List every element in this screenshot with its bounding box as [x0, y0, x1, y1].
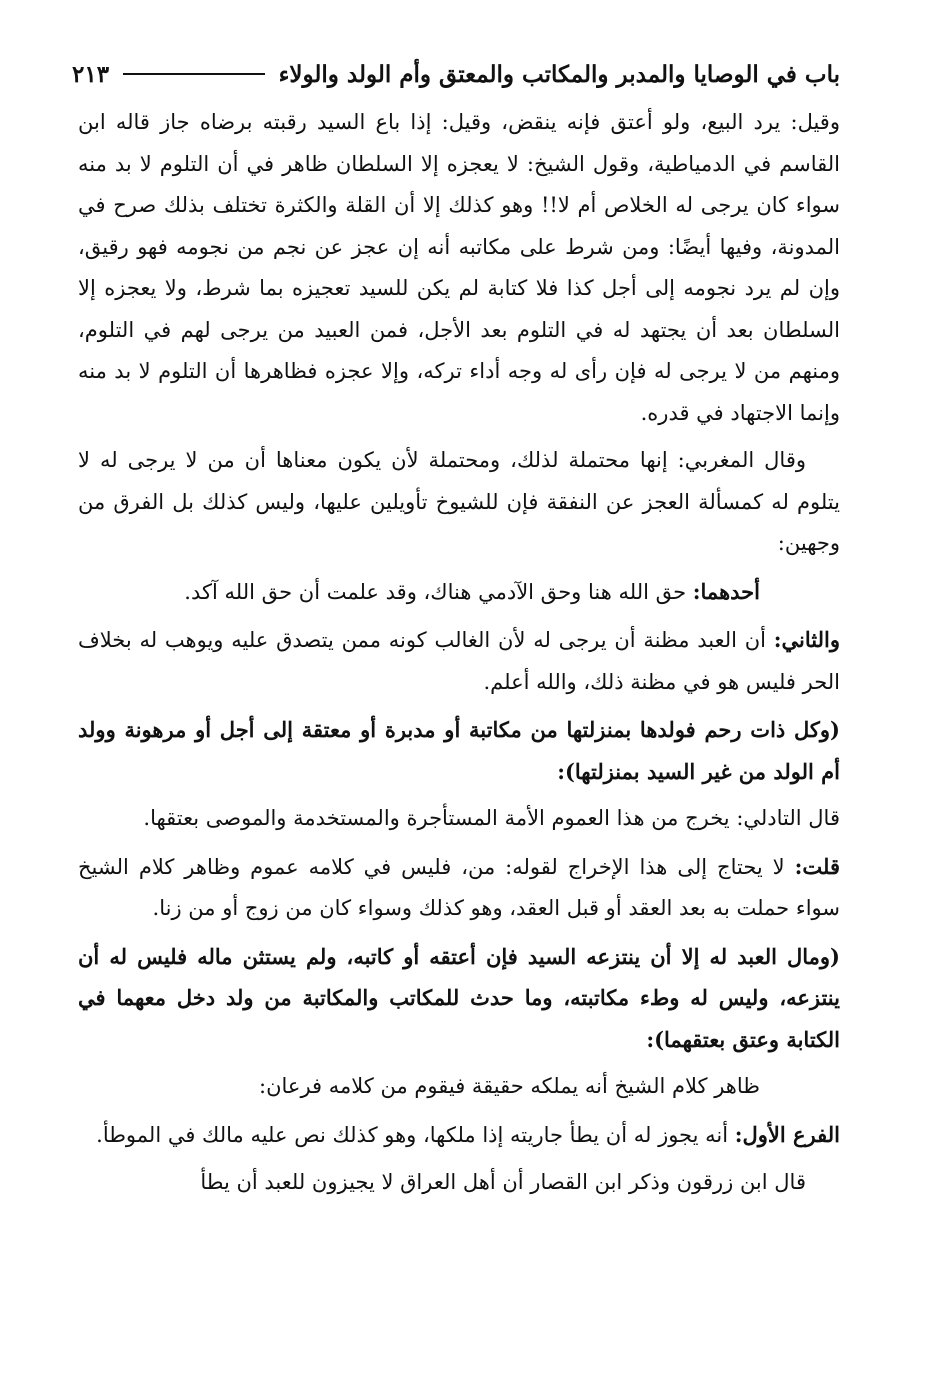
- body-text: [78, 102, 840, 1210]
- paragraph-qultu: [78, 846, 840, 930]
- first-branch-text: أنه يجوز له أن يطأ جاريته إذا ملكها، وهو كذلك نص عليه مالك في الموطأ.: [96, 1122, 735, 1147]
- paragraph-first-branch: [78, 1114, 840, 1157]
- first-branch-lead: الفرع الأول:: [734, 1121, 840, 1147]
- paragraph-tadili: قال التادلي: يخرج من هذا العموم الأمة المستأجرة والمستخدمة والموصى بعتقها.: [143, 806, 840, 830]
- paragraph-continuation: وقيل: يرد البيع، ولو أعتق فإنه ينقض، وقيل: إذا باع السيد رقبته برضاه جاز قاله ابن القاسم في الدمياطية، وقول الشيخ: لا يعجزه إلا السلطان ظاهر في أن التلوم لا بد منه سواء كان يرجى له الخلاص أم لا!! وهو كذلك إلا أن القلة والكثرة تختلف بذلك صرح في المدونة، وفيها أيضًا: ومن شرط على مكاتبه أنه إن عجز عن نجم من نجومه فهو رقيق، وإن لم يرد نجومه إلى أجل كذا فلا كتابة لم يكن للسيد تعجيزه بما شرط، ولا يعجزه إلا السلطان بعد أن يجتهد له في التلوم بعد الأجل، فمن العبيد من يرجى لهم في التلوم، ومنهم من لا يرجى له فإن رأى له وجه أداء تركه، وإلا عجزه فظاهرها أن التلوم لا بد منه وإنما الاجتهاد في قدره.: [78, 110, 840, 425]
- paragraph-maghribi: وقال المغربي: إنها محتملة لذلك، ومحتملة لأن يكون معناها أن من لا يرجى له لا يتلوم له كمسألة العجز عن النفقة فإن للشيوخ تأويلين عليها، وليس كذلك بل الفرق من وجهين:: [78, 448, 840, 555]
- page-header: [72, 48, 840, 100]
- paragraph-first-point: [78, 571, 840, 614]
- matn-mal-al-abd: (ومال العبد له إلا أن ينتزعه السيد فإن أعتقه أو كاتبه، ولم يستثن ماله فليس له أن ينتزعه، وليس له وطء مكاتبته، وما حدث للمكاتب والمكاتبة من ولد دخل معهما في الكتابة وعتق بعتقهما):: [78, 943, 840, 1052]
- second-point-lead: والثاني:: [773, 627, 840, 652]
- first-point-lead: أحدهما:: [692, 578, 760, 604]
- paragraph-far-an: ظاهر كلام الشيخ أنه يملكه حقيقة فيقوم من كلامه فرعان:: [259, 1074, 760, 1098]
- paragraph-ibn-zarqun: قال ابن زرقون وذكر ابن القصار أن أهل العراق لا يجيزون للعبد أن يطأ: [200, 1170, 806, 1194]
- page-number: ٢١٣: [72, 60, 110, 88]
- first-point-text: حق الله هنا وحق الآدمي هناك، وقد علمت أن حق الله آكد.: [184, 579, 693, 604]
- paragraph-second-point: [78, 619, 840, 703]
- header-rule: [123, 73, 265, 75]
- second-point-text: أن العبد مظنة أن يرجى له لأن الغالب كونه ممن يتصدق عليه ويوهب له بخلاف الحر فليس هو في مظنة ذلك، والله أعلم.: [78, 628, 840, 694]
- matn-dhat-rahim: (وكل ذات رحم فولدها بمنزلتها من مكاتبة أو مدبرة أو معتقة إلى أجل أو مرهونة وولد أم الولد من غير السيد بمنزلتها):: [78, 717, 840, 784]
- qultu-text: لا يحتاج إلى هذا الإخراج لقوله: من، فليس في كلامه عموم وظاهر كلام الشيخ سواء حملت به بعد العقد أو قبل العقد، وهو كذلك وسواء كان من زوج أو من زنا.: [78, 854, 840, 920]
- qultu-lead: قلت:: [794, 853, 840, 879]
- running-title: باب في الوصايا والمدبر والمكاتب والمعتق وأم الولد والولاء: [278, 60, 840, 88]
